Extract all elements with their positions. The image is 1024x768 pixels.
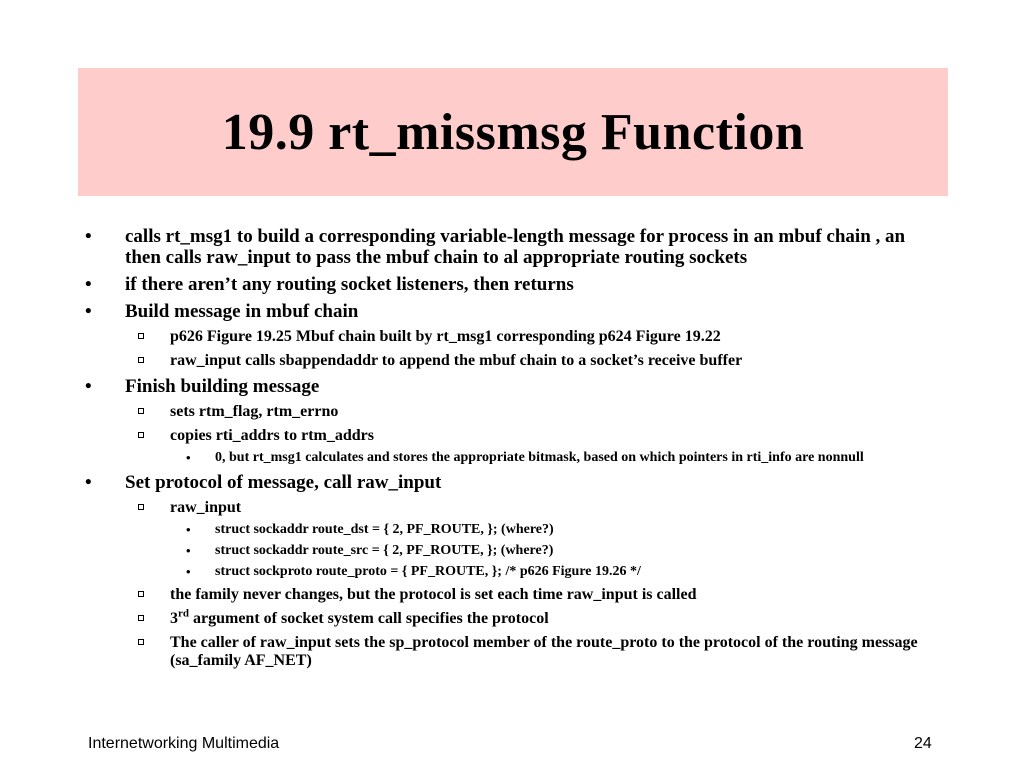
square-bullet-icon bbox=[138, 408, 144, 414]
slide-body bbox=[85, 226, 935, 670]
bullet-item bbox=[85, 472, 935, 493]
sub-sub-bullet-text: struct sockaddr route_src = { 2, PF_ROUTE, }; (where?) bbox=[215, 543, 554, 558]
bullet-marker: • bbox=[85, 472, 92, 493]
bullet-marker: • bbox=[186, 543, 191, 558]
bullet-marker: • bbox=[186, 522, 191, 537]
sub-bullet-item bbox=[85, 427, 935, 445]
sub-bullet-item bbox=[85, 634, 935, 670]
square-bullet-icon bbox=[138, 615, 144, 621]
bullet-marker: • bbox=[85, 301, 92, 322]
square-bullet-icon bbox=[138, 639, 144, 645]
sub-sub-bullet-text: struct sockaddr route_dst = { 2, PF_ROUTE, }; (where?) bbox=[215, 522, 554, 537]
footer-page-number: 24 bbox=[914, 735, 932, 752]
bullet-text: Set protocol of message, call raw_input bbox=[125, 472, 442, 493]
sub-sub-bullet-item bbox=[85, 450, 935, 466]
bullet-item bbox=[85, 301, 935, 322]
sub-bullet-text: argument of socket system call specifies the protocol bbox=[189, 610, 549, 627]
sub-bullet-text: copies rti_addrs to rtm_addrs bbox=[170, 427, 374, 444]
sub-bullet-item bbox=[85, 352, 935, 370]
sub-bullet-text-ordinal: 3 bbox=[170, 610, 178, 627]
sub-sub-bullet-item bbox=[85, 564, 935, 580]
bullet-text: if there aren’t any routing socket listeners, then returns bbox=[125, 274, 574, 295]
sub-bullet-text: p626 Figure 19.25 Mbuf chain built by rt_msg1 corresponding p624 Figure 19.22 bbox=[170, 328, 721, 345]
sub-bullet-item bbox=[85, 328, 935, 346]
bullet-item bbox=[85, 376, 935, 397]
bullet-text: calls rt_msg1 to build a corresponding variable-length message for process in an mbuf chain , an then calls raw_input to pass the mbuf chain to al appropriate routing sockets bbox=[125, 226, 906, 268]
sub-sub-bullet-item bbox=[85, 522, 935, 538]
square-bullet-icon bbox=[138, 504, 144, 510]
sub-sub-bullet-text: 0, but rt_msg1 calculates and stores the appropriate bitmask, based on which pointers in rti_info are nonnull bbox=[215, 450, 864, 465]
sub-bullet-item bbox=[85, 586, 935, 604]
bullet-text: Finish building message bbox=[125, 376, 320, 397]
sub-bullet-text: raw_input bbox=[170, 499, 242, 516]
sub-bullet-item bbox=[85, 607, 935, 628]
square-bullet-icon bbox=[138, 333, 144, 339]
bullet-item bbox=[85, 274, 935, 295]
square-bullet-icon bbox=[138, 432, 144, 438]
sub-sub-bullet-item bbox=[85, 543, 935, 559]
footer-course-name: Internetworking Multimedia bbox=[88, 735, 280, 752]
sub-sub-bullet-text: struct sockproto route_proto = { PF_ROUTE, }; /* p626 Figure 19.26 */ bbox=[215, 564, 641, 579]
title-band bbox=[78, 68, 948, 196]
slide-title: 19.9 rt_missmsg Function bbox=[221, 103, 805, 161]
sub-bullet-text: the family never changes, but the protocol is set each time raw_input is called bbox=[170, 586, 697, 603]
sub-bullet-text: sets rtm_flag, rtm_errno bbox=[170, 403, 339, 420]
square-bullet-icon bbox=[138, 591, 144, 597]
bullet-marker: • bbox=[85, 376, 92, 397]
bullet-marker: • bbox=[186, 450, 191, 465]
bullet-marker: • bbox=[85, 226, 92, 247]
bullet-item bbox=[85, 226, 935, 268]
bullet-text: Build message in mbuf chain bbox=[125, 301, 359, 322]
bullet-marker: • bbox=[85, 274, 92, 295]
ordinal-suffix: rd bbox=[178, 607, 189, 620]
sub-bullet-text: raw_input calls sbappendaddr to append the mbuf chain to a socket’s receive buffer bbox=[170, 352, 743, 369]
square-bullet-icon bbox=[138, 357, 144, 363]
sub-bullet-item bbox=[85, 499, 935, 517]
bullet-marker: • bbox=[186, 564, 191, 579]
sub-bullet-item bbox=[85, 403, 935, 421]
sub-bullet-text: The caller of raw_input sets the sp_protocol member of the route_proto to the protocol of the routing message (sa_family AF_NET) bbox=[170, 634, 918, 669]
